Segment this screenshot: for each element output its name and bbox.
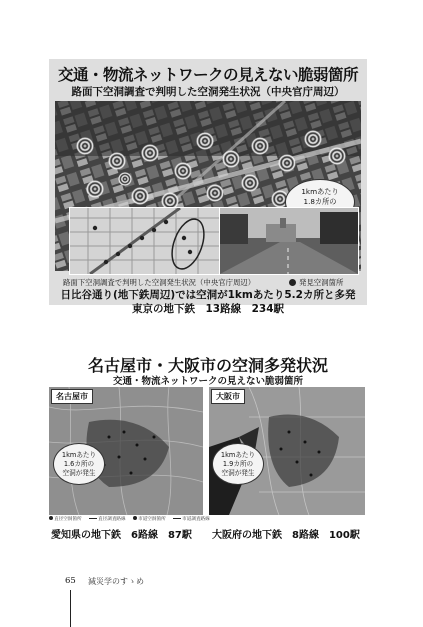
line-icon	[89, 518, 97, 519]
figure-title: 交通・物流ネットワークの見えない脆弱箇所	[57, 66, 358, 84]
figure-nagoya-osaka-cavities	[49, 353, 367, 545]
inset-street-map	[69, 207, 221, 275]
figure-tokyo-cavities	[49, 59, 367, 315]
legend-item: 直径調査路線	[89, 517, 126, 522]
page-number: 65	[65, 576, 76, 586]
legend-item: 市道調査路線	[173, 517, 210, 522]
osaka-subway-stats: 大阪府の地下鉄 8路線 100駅	[212, 530, 360, 541]
figure-subtitle: 交通・物流ネットワークの見えない脆弱箇所	[112, 376, 303, 387]
callout-osaka-rate: 1kmあたり 1.9カ所の 空洞が発生	[212, 443, 264, 485]
figure-caption: 路面下空洞調査で判明した空洞発生状況（中央官庁周辺）	[63, 278, 256, 287]
label-osaka: 大阪市	[211, 389, 245, 404]
line-icon	[173, 518, 181, 519]
running-head: 減災学のすゝめ	[88, 577, 144, 586]
label-nagoya: 名古屋市	[51, 389, 93, 404]
legend-item: 直径空洞箇所	[49, 517, 82, 522]
cavity-dot-icon	[289, 279, 296, 286]
figure-subtitle: 路面下空洞調査で判明した空洞発生状況（中央官庁周辺）	[71, 86, 345, 98]
cavity-rate-callout: 1kmあたり 1.8カ所の	[285, 179, 355, 225]
inset-street-photo	[219, 207, 359, 275]
tokyo-subway-stats: 東京の地下鉄 13路線 234駅	[131, 303, 285, 315]
map-legend	[49, 516, 367, 522]
figure-title: 名古屋市・大阪市の空洞多発状況	[87, 356, 328, 375]
dot-icon	[133, 516, 137, 520]
hibiya-headline: 日比谷通り(地下鉄周辺)では空洞が1kmあたり5.2カ所と多発	[60, 289, 356, 301]
legend-item: 市道空洞箇所	[133, 517, 166, 522]
dot-icon	[49, 516, 53, 520]
margin-rule	[70, 590, 71, 627]
aichi-subway-stats: 愛知県の地下鉄 6路線 87駅	[51, 530, 192, 541]
callout-nagoya-rate: 1kmあたり 1.6カ所の 空洞が発生	[53, 443, 105, 485]
legend-cavity: 発見空洞箇所	[289, 277, 343, 288]
